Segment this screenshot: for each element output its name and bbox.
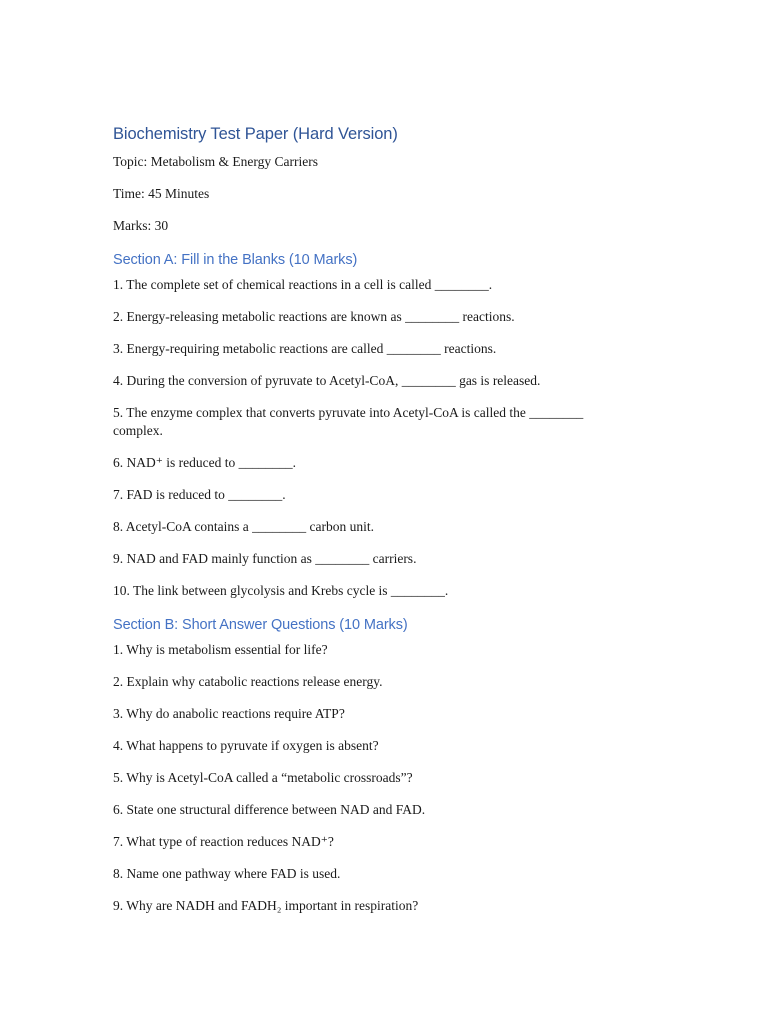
section-a-question-2: 2. Energy-releasing metabolic reactions are known as ________ reactions. xyxy=(113,309,515,324)
section-b-question-6: 6. State one structural difference between NAD and FAD. xyxy=(113,802,426,817)
time-line: Time: 45 Minutes xyxy=(113,186,210,201)
section-b-heading: Section B: Short Answer Questions (10 Marks) xyxy=(113,617,408,633)
section-a-question-8: 8. Acetyl-CoA contains a ________ carbon unit. xyxy=(113,519,374,534)
section-a-question-7: 7. FAD is reduced to ________. xyxy=(113,487,286,502)
document-page xyxy=(113,122,633,929)
section-b-question-3: 3. Why do anabolic reactions require ATP? xyxy=(113,706,345,721)
section-a-question-3: 3. Energy-requiring metabolic reactions are called ________ reactions. xyxy=(113,341,497,356)
topic-line: Topic: Metabolism & Energy Carriers xyxy=(113,154,319,169)
section-b-question-9: 9. Why are NADH and FADH₂ important in respiration? xyxy=(113,898,419,913)
section-a-question-10: 10. The link between glycolysis and Krebs cycle is ________. xyxy=(113,583,449,598)
section-a-question-1: 1. The complete set of chemical reactions in a cell is called ________. xyxy=(113,277,493,292)
document-title: Biochemistry Test Paper (Hard Version) xyxy=(113,125,398,143)
section-b-question-2: 2. Explain why catabolic reactions release energy. xyxy=(113,674,383,689)
marks-line: Marks: 30 xyxy=(113,218,169,233)
section-b-question-4: 4. What happens to pyruvate if oxygen is absent? xyxy=(113,738,379,753)
section-a-question-6: 6. NAD⁺ is reduced to ________. xyxy=(113,455,296,470)
section-b-question-7: 7. What type of reaction reduces NAD⁺? xyxy=(113,834,334,849)
section-a-question-5: 5. The enzyme complex that converts pyruvate into Acetyl-CoA is called the ________ complex. xyxy=(113,405,584,438)
section-a-heading: Section A: Fill in the Blanks (10 Marks) xyxy=(113,252,358,268)
section-b-question-1: 1. Why is metabolism essential for life? xyxy=(113,642,328,657)
section-b-question-5: 5. Why is Acetyl-CoA called a “metabolic crossroads”? xyxy=(113,770,413,785)
section-b-question-8: 8. Name one pathway where FAD is used. xyxy=(113,866,341,881)
section-a-question-9: 9. NAD and FAD mainly function as ________ carriers. xyxy=(113,551,417,566)
section-a-question-4: 4. During the conversion of pyruvate to Acetyl-CoA, ________ gas is released. xyxy=(113,373,541,388)
